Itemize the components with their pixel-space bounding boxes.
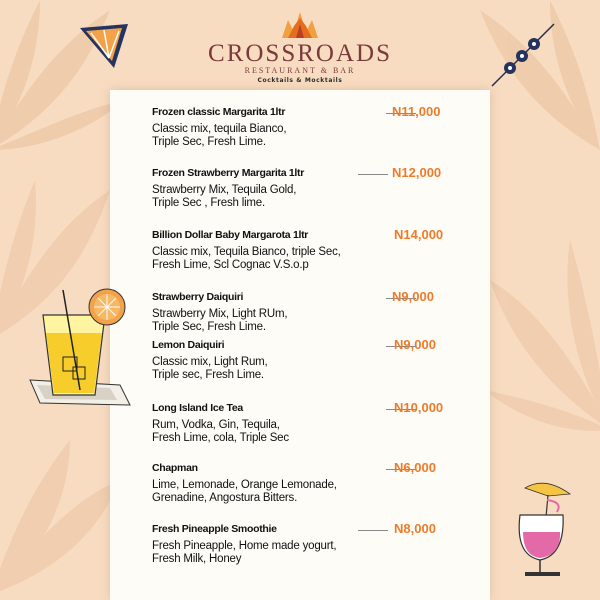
menu-item-description bbox=[152, 184, 472, 210]
lemonade-glass-icon bbox=[25, 285, 135, 415]
brand-header bbox=[0, 10, 600, 86]
menu-item bbox=[152, 106, 472, 149]
menu-item bbox=[152, 402, 472, 445]
menu-item-name: Lemon Daiquiri bbox=[152, 339, 225, 351]
description-line: Classic mix, Light Rum, bbox=[152, 356, 268, 368]
menu-item-price: N9,000 bbox=[392, 289, 434, 304]
menu-item bbox=[152, 167, 472, 210]
menu-item-name: Frozen Strawberry Margarita 1ltr bbox=[152, 167, 305, 179]
menu-item-price: N9,000 bbox=[394, 337, 436, 352]
menu-item-price: N12,000 bbox=[392, 165, 442, 180]
menu-item-price: N11,000 bbox=[392, 104, 441, 119]
pink-cocktail-icon bbox=[505, 480, 585, 580]
menu-item bbox=[152, 291, 472, 334]
menu-item-price: N14,000 bbox=[394, 227, 444, 242]
description-line: Classic mix, Tequila Bianco, triple Sec, bbox=[152, 246, 341, 258]
description-line: Rum, Vodka, Gin, Tequila, bbox=[152, 419, 280, 431]
brand-tagline: Cocktails & Mocktails bbox=[257, 77, 343, 84]
description-line: Triple Sec , Fresh lime. bbox=[152, 197, 265, 209]
menu-item-price: N10,000 bbox=[394, 400, 444, 415]
menu-item-description bbox=[152, 419, 472, 445]
menu-item-name: Long Island Ice Tea bbox=[152, 402, 243, 414]
description-line: Triple Sec, Fresh Lime. bbox=[152, 136, 266, 148]
description-line: Classic mix, tequila Bianco, bbox=[152, 123, 287, 135]
leader-line bbox=[358, 174, 388, 175]
description-line: Fresh Pineapple, Home made yogurt, bbox=[152, 540, 337, 552]
description-line: Grenadine, Angostura Bitters. bbox=[152, 492, 298, 504]
menu-item-description bbox=[152, 308, 472, 334]
description-line: Strawberry Mix, Light RUm, bbox=[152, 308, 288, 320]
brand-name: CROSSROADS bbox=[208, 40, 392, 67]
menu-item-price: N6,000 bbox=[394, 460, 436, 475]
menu-item-name: Billion Dollar Baby Margarota 1ltr bbox=[152, 229, 309, 241]
description-line: Strawberry Mix, Tequila Gold, bbox=[152, 184, 297, 196]
description-line: Fresh Lime, Scl Cognac V.S.o.p bbox=[152, 259, 309, 271]
description-line: Fresh Lime, cola, Triple Sec bbox=[152, 432, 289, 444]
description-line: Triple sec, Fresh Lime. bbox=[152, 369, 264, 381]
menu-item-price: N8,000 bbox=[394, 521, 436, 536]
menu-item bbox=[152, 229, 472, 272]
menu-item-description bbox=[152, 246, 472, 272]
crown-logo-icon bbox=[278, 10, 322, 40]
menu-item-description bbox=[152, 123, 472, 149]
menu-item bbox=[152, 523, 472, 566]
menu-item-name: Strawberry Daiquiri bbox=[152, 291, 244, 303]
menu-item-description bbox=[152, 356, 472, 382]
menu-item-name: Frozen classic Margarita 1ltr bbox=[152, 106, 286, 118]
menu-item-name: Fresh Pineapple Smoothie bbox=[152, 523, 277, 535]
description-line: Fresh Milk, Honey bbox=[152, 553, 242, 565]
menu-item-description bbox=[152, 540, 472, 566]
leader-line bbox=[358, 530, 388, 531]
menu-item-name: Chapman bbox=[152, 462, 198, 474]
palm-leaf-icon bbox=[480, 200, 600, 440]
menu-item bbox=[152, 462, 472, 505]
menu-item bbox=[152, 339, 472, 382]
brand-subtitle: RESTAURANT & BAR bbox=[244, 66, 356, 75]
description-line: Triple Sec, Fresh Lime. bbox=[152, 321, 266, 333]
description-line: Lime, Lemonade, Orange Lemonade, bbox=[152, 479, 337, 491]
menu-item-description bbox=[152, 479, 472, 505]
